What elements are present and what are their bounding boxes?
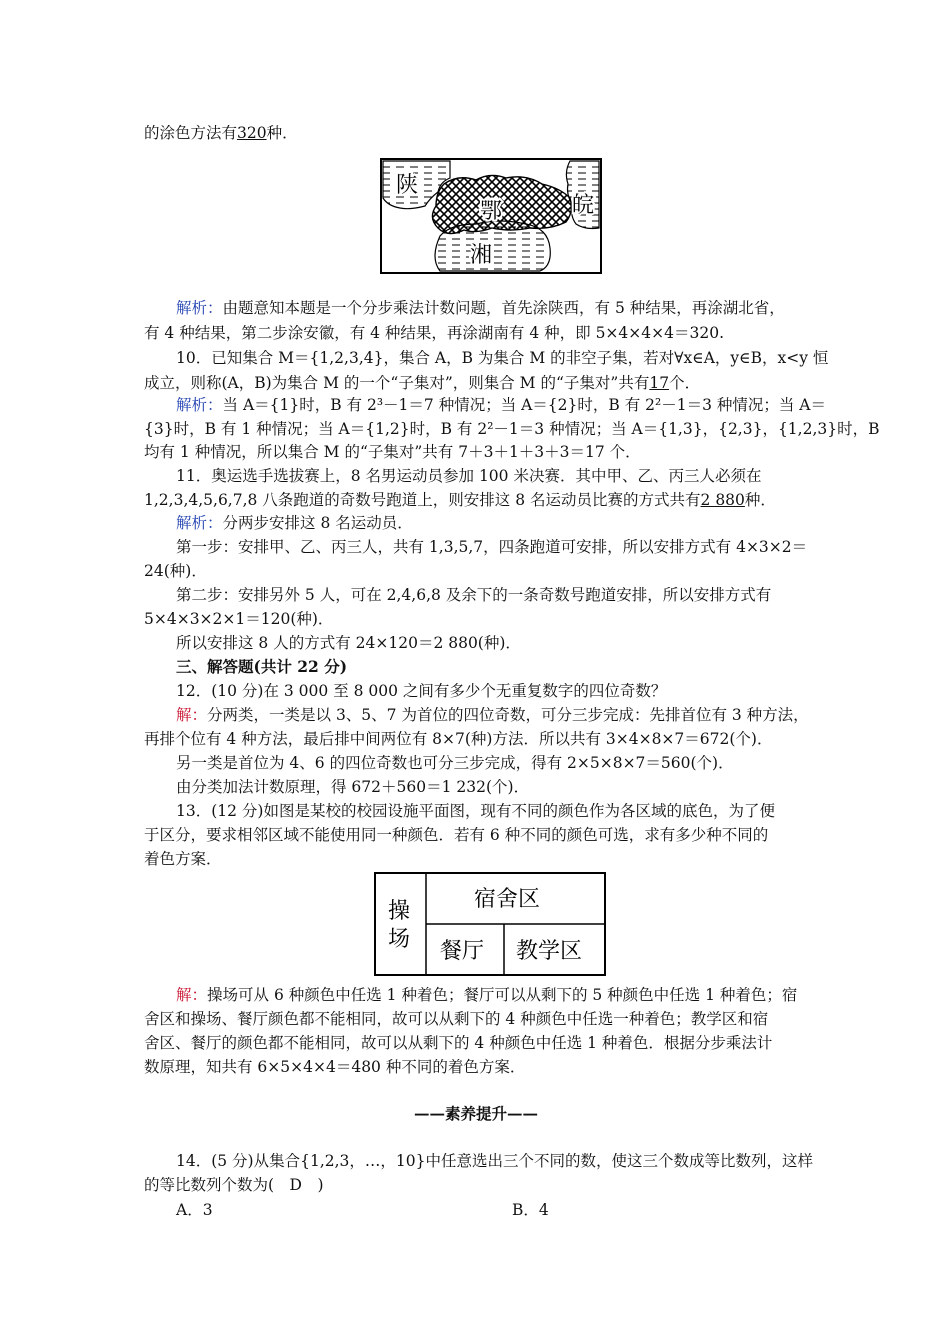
answer-blank: 320 — [237, 124, 267, 142]
text-line: {3}时，B 有 1 种情况；当 A＝{1,2}时，B 有 2²－1＝3 种情况；当 A＝{1,3}，{2,3}，{1,2,3}时，B — [144, 420, 880, 438]
map-label-hubei: 鄂 — [480, 199, 503, 224]
text-line: 数原理，知共有 6×5×4×4＝480 种不同的着色方案． — [144, 1058, 526, 1076]
text-line: 解析：由题意知本题是一个分步乘法计数问题，首先涂陕西，有 5 种结果，再涂湖北省， — [176, 299, 785, 317]
text-line: 成立，则称(A，B)为集合 M 的一个“子集对”，则集合 M 的“子集对”共有17个． — [144, 374, 701, 392]
text-line: 5×4×3×2×1＝120(种)． — [144, 610, 334, 628]
campus-layout-figure — [374, 872, 606, 976]
option-b: B．4 — [512, 1201, 549, 1219]
text-line: 解析：分两步安排这 8 名运动员． — [176, 514, 413, 532]
text-line: 1,2,3,4,5,6,7,8 八条跑道的奇数号跑道上，则安排这 8 名运动员比赛的方式共有2 880种． — [144, 491, 776, 509]
text-line: 舍区和操场、餐厅颜色都不能相同，故可以从剩下的 4 种颜色中任选一种着色；教学区和宿 — [144, 1010, 769, 1028]
section-title: ——素养提升—— — [413, 1104, 538, 1123]
answer-blank: 2 880 — [700, 491, 745, 509]
text-line: 解：分两类，一类是以 3、5、7 为首位的四位奇数，可分三步完成：先排首位有 3 种方法， — [176, 706, 809, 724]
text-line: 第一步：安排甲、乙、丙三人，共有 1,3,5,7，四条跑道可安排，所以安排方式有 4×3×2＝ — [176, 538, 808, 556]
province-map-figure — [380, 158, 602, 274]
text-line: 均有 1 种情况，所以集合 M 的“子集对”共有 7＋3＋1＋3＋3＝17 个． — [144, 443, 641, 461]
text-line: 13．(12 分)如图是某校的校园设施平面图，现有不同的颜色作为各区域的底色，为了便 — [176, 802, 775, 820]
text-line: 的涂色方法有320种． — [144, 124, 298, 142]
text-line: 11．奥运选手选拔赛上，8 名男运动员参加 100 米决赛．其中甲、乙、丙三人必须在 — [176, 467, 762, 485]
text-line: 有 4 种结果，第二步涂安徽，有 4 种结果，再涂湖南有 4 种，即 5×4×4×4＝320. — [144, 324, 724, 342]
text-line: 所以安排这 8 人的方式有 24×120＝2 880(种)． — [176, 634, 521, 652]
campus-dorm: 宿舍区 — [474, 887, 541, 912]
campus-playground-char1: 操 — [388, 899, 411, 924]
text-line: 另一类是首位为 4、6 的四位奇数也可分三步完成，得有 2×5×8×7＝560(个)． — [176, 754, 734, 772]
campus-playground-char2: 场 — [388, 927, 411, 952]
text-line: 舍区、餐厅的颜色都不能相同，故可以从剩下的 4 种颜色中任选 1 种着色．根据分步乘法计 — [144, 1034, 773, 1052]
text-line: 着色方案． — [144, 850, 222, 868]
text-line: 12．(10 分)在 3 000 至 8 000 之间有多少个无重复数字的四位奇数？ — [176, 682, 667, 700]
map-label-hunan: 湘 — [470, 243, 493, 268]
answer-blank: 17 — [649, 374, 670, 392]
text-line: 解：操场可从 6 种颜色中任选 1 种着色；餐厅可以从剩下的 5 种颜色中任选 1 种着色；宿 — [176, 986, 798, 1004]
text-line: 于区分，要求相邻区域不能使用同一种颜色．若有 6 种不同的颜色可选，求有多少种不同的 — [144, 826, 769, 844]
text-line: 第二步：安排另外 5 人，可在 2,4,6,8 及余下的一条奇数号跑道安排，所以安排方式有 — [176, 586, 772, 604]
text-line: 24(种)． — [144, 562, 207, 580]
map-label-shaanxi: 陕 — [396, 173, 419, 198]
section-heading: 三、解答题(共计 22 分) — [176, 657, 348, 676]
campus-canteen: 餐厅 — [440, 939, 485, 964]
text-line: 由分类加法计数原理，得 672＋560＝1 232(个)． — [176, 778, 530, 796]
text-line: 10．已知集合 M＝{1,2,3,4}，集合 A，B 为集合 M 的非空子集，若对∀x∈A，y∈B，x<y 恒 — [176, 349, 829, 367]
text-line: 解析：当 A＝{1}时，B 有 2³－1＝7 种情况；当 A＝{2}时，B 有 2²－1＝3 种情况；当 A＝ — [176, 396, 826, 414]
option-a: A．3 — [176, 1201, 213, 1219]
map-label-anhui: 皖 — [572, 193, 595, 218]
text-line: 的等比数列个数为( D ) — [144, 1176, 324, 1194]
campus-teaching: 教学区 — [516, 939, 583, 964]
text-line: 14．(5 分)从集合{1,2,3，…，10}中任意选出三个不同的数，使这三个数成等比数列，这样 — [176, 1152, 813, 1170]
text-line: 再排个位有 4 种方法，最后排中间两位有 8×7(种)方法．所以共有 3×4×8×7＝672(个)． — [144, 730, 773, 748]
